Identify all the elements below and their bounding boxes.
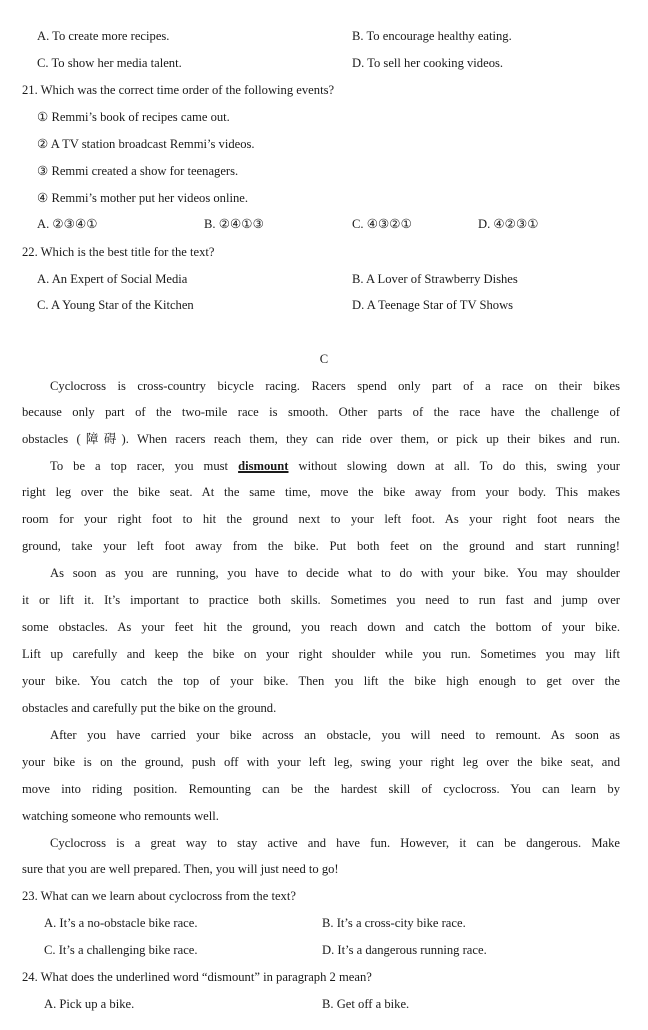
q21-option-b: B. ②④①③: [204, 217, 264, 231]
p3-line-5: your bike. You catch the top of your bike. Then you lift the bike high enough to get over the: [22, 674, 620, 688]
p2-line-1: [22, 458, 620, 474]
q20-option-a: A. To create more recipes.: [37, 29, 170, 43]
q23-option-d: D. It’s a dangerous running race.: [322, 943, 487, 957]
q24-option-b: B. Get off a bike.: [322, 997, 410, 1011]
q21-option-d: D. ④②③①: [478, 217, 539, 231]
p3-line-6: obstacles and carefully put the bike on the ground.: [22, 701, 277, 715]
p4-line-2: your bike is on the ground, push off with your left leg, swing your right leg over the bike seat, and: [22, 755, 620, 769]
p4-line-3: move into riding position. Remounting can be the hardest skill of cyclocross. You can learn by: [22, 782, 620, 796]
q20-option-b: B. To encourage healthy eating.: [352, 29, 512, 43]
q23-option-a: A. It’s a no-obstacle bike race.: [44, 916, 198, 930]
q21-question: 21. Which was the correct time order of the following events?: [22, 83, 335, 97]
p4-line-1: After you have carried your bike across an obstacle, you will need to remount. As soon as: [50, 728, 620, 742]
p2-line-4: ground, take your left foot away from the bike. Put both feet on the ground and start running!: [22, 539, 620, 553]
p3-line-2: it or lift it. It’s important to practice both skills. Sometimes you need to run fast and jump over: [22, 593, 620, 607]
p2-text-after: without slowing down at all. To do this, swing your: [298, 459, 620, 473]
underlined-word-dismount: dismount: [238, 459, 289, 473]
q22-option-c: C. A Young Star of the Kitchen: [37, 298, 194, 312]
p2-text-before: To be a top racer, you must: [50, 459, 229, 473]
q22-option-a: A. An Expert of Social Media: [37, 272, 188, 286]
p1-line-2: because only part of the two-mile race is smooth. Other parts of the race have the challenge of: [22, 405, 620, 419]
q23-option-b: B. It’s a cross-city bike race.: [322, 916, 466, 930]
q23-question: 23. What can we learn about cyclocross from the text?: [22, 889, 296, 903]
p2-line-3: room for your right foot to hit the ground next to your left foot. As your right foot nears the: [22, 512, 620, 526]
q22-question: 22. Which is the best title for the text?: [22, 245, 215, 259]
q21-event-1: ① Remmi’s book of recipes came out.: [37, 110, 230, 124]
p5-line-2: sure that you are well prepared. Then, you will just need to go!: [22, 862, 339, 876]
q24-option-a: A. Pick up a bike.: [44, 997, 135, 1011]
q23-option-c: C. It’s a challenging bike race.: [44, 943, 198, 957]
p3-line-3: some obstacles. As your feet hit the ground, you reach down and catch the bottom of your bike.: [22, 620, 620, 634]
p1-line-3: obstacles (障碍). When racers reach them, they can ride over them, or pick up their bikes and run.: [22, 432, 620, 446]
q22-option-d: D. A Teenage Star of TV Shows: [352, 298, 514, 312]
q21-event-3: ③ Remmi created a show for teenagers.: [37, 164, 239, 178]
p1-line-1: Cyclocross is cross-country bicycle racing. Racers spend only part of a race on their bikes: [50, 379, 620, 393]
p2-line-2: right leg over the bike seat. At the same time, move the bike away from your body. This makes: [22, 485, 620, 499]
p4-line-4: watching someone who remounts well.: [22, 809, 219, 823]
passage-heading: C: [319, 352, 329, 366]
q21-event-4: ④ Remmi’s mother put her videos online.: [37, 191, 249, 205]
q20-option-c: C. To show her media talent.: [37, 56, 182, 70]
p3-line-4: Lift up carefully and keep the bike on your right shoulder while you run. Sometimes you may lift: [22, 647, 620, 661]
q21-event-2: ② A TV station broadcast Remmi’s videos.: [37, 137, 255, 151]
p5-line-1: Cyclocross is a great way to stay active and have fun. However, it can be dangerous. Make: [50, 836, 620, 850]
q20-option-d: D. To sell her cooking videos.: [352, 56, 504, 70]
q21-option-c: C. ④③②①: [352, 217, 412, 231]
q22-option-b: B. A Lover of Strawberry Dishes: [352, 272, 518, 286]
q24-question: 24. What does the underlined word “dismount” in paragraph 2 mean?: [22, 970, 372, 984]
q21-option-a: A. ②③④①: [37, 217, 98, 231]
p3-line-1: As soon as you are running, you have to decide what to do with your bike. You may shoulder: [50, 566, 620, 580]
